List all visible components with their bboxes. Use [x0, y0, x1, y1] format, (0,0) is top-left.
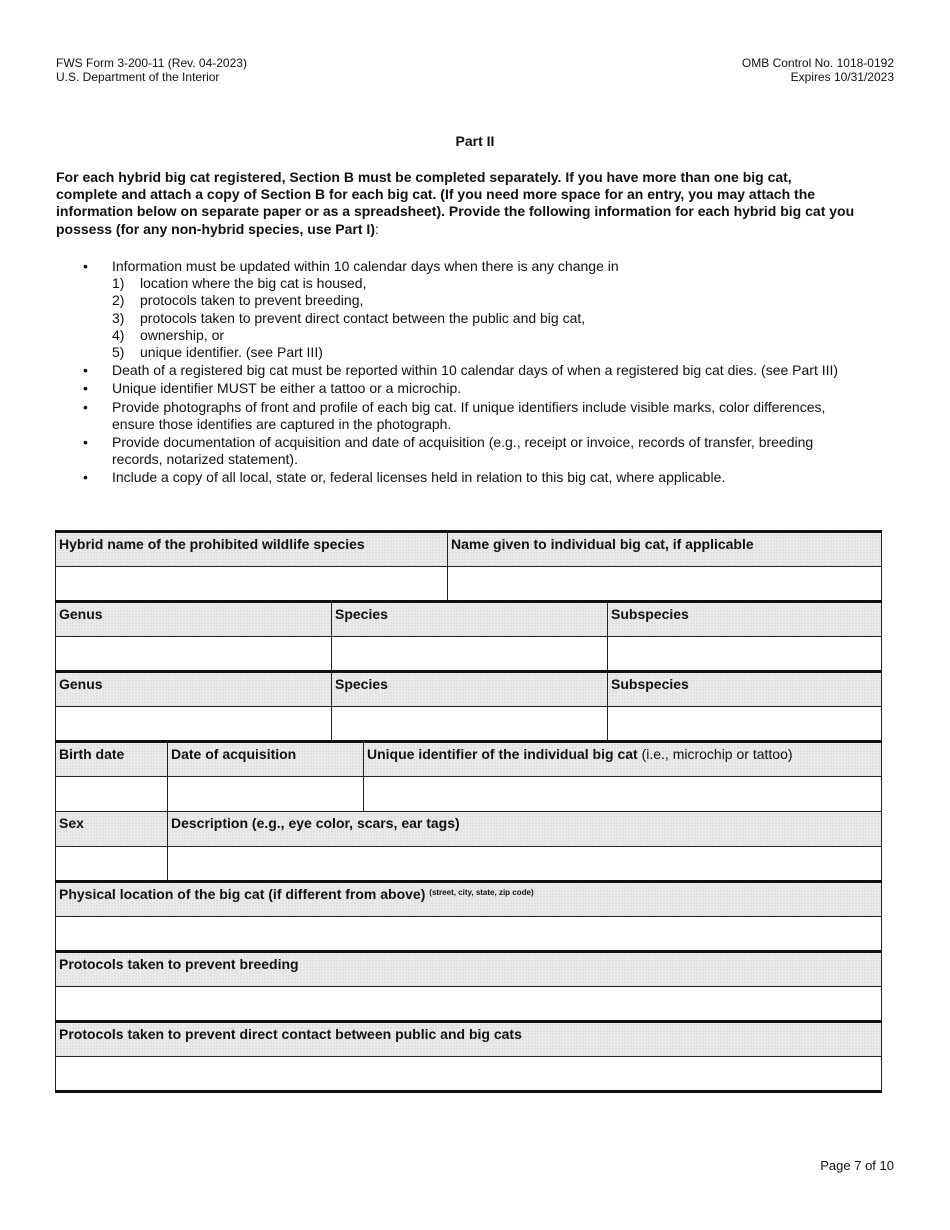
department-name: U.S. Department of the Interior [56, 70, 220, 84]
instruction-list [56, 258, 856, 488]
genus-field-1[interactable] [56, 637, 332, 672]
description-field[interactable] [168, 847, 882, 882]
subspecies-label-2: Subspecies [608, 672, 882, 707]
description-label: Description (e.g., eye color, scars, ear tags) [168, 812, 882, 847]
subspecies-field-1[interactable] [608, 637, 882, 672]
list-item: 5) unique identifier. (see Part III) [112, 344, 323, 361]
sex-field[interactable] [56, 847, 168, 882]
list-item: 1) location where the big cat is housed, [112, 275, 367, 292]
form-header-right [742, 56, 894, 84]
list-item: • Include a copy of all local, state or, federal licenses held in relation to this big cat, where applicable. [56, 469, 856, 486]
intro-paragraph [56, 169, 856, 238]
list-item [56, 258, 856, 361]
date-acquisition-label: Date of acquisition [168, 742, 364, 777]
genus-field-2[interactable] [56, 707, 332, 742]
species-label-2: Species [332, 672, 608, 707]
sex-label: Sex [56, 812, 168, 847]
list-item: 3) protocols taken to prevent direct contact between the public and big cat, [112, 309, 586, 326]
physical-location-field[interactable] [56, 917, 882, 952]
intro-text: For each hybrid big cat registered, Section B must be completed separately. If you have more than one big cat, complete and attach a copy of Section B for each big cat. (If you need more space for an entry, you may attach the information below on separate paper or as a spreadsheet). Provide the following information for each hybrid big cat you possess (for any non-hybrid species, use Part I) [56, 169, 855, 237]
list-item: • Unique identifier MUST be either a tattoo or a microchip. [56, 380, 856, 397]
list-item: • Provide photographs of front and profile of each big cat. If unique identifiers include visible marks, color differences, ensure those identifies are captured in the photograph. [56, 399, 856, 433]
omb-control-number: OMB Control No. 1018-0192 [741, 56, 894, 70]
breeding-protocols-label: Protocols taken to prevent breeding [56, 952, 882, 987]
genus-label-1: Genus [56, 602, 332, 637]
expiration-date: Expires 10/31/2023 [790, 70, 894, 84]
hybrid-name-label: Hybrid name of the prohibited wildlife species [56, 532, 448, 567]
list-item: 4) ownership, or [112, 326, 225, 343]
section-b-form [55, 530, 882, 1093]
date-acquisition-field[interactable] [168, 777, 364, 812]
contact-protocols-label: Protocols taken to prevent direct contact between public and big cats [56, 1022, 882, 1057]
birth-date-label: Birth date [56, 742, 168, 777]
physical-location-label: Physical location of the big cat (if different from above) $^{(street, city, state, zip code)}$ [56, 882, 882, 917]
list-item: • Provide documentation of acquisition and date of acquisition (e.g., receipt or invoice, records of transfer, breeding records, notarized statement). [56, 434, 856, 468]
species-label-1: Species [332, 602, 608, 637]
bullet-text: • Information must be updated within 10 calendar days when there is any change in [112, 258, 619, 274]
individual-name-label: Name given to individual big cat, if applicable [448, 532, 882, 567]
hybrid-name-field[interactable] [56, 567, 448, 602]
unique-identifier-label: Unique identifier of the individual big cat (i.e., microchip or tattoo) [364, 742, 882, 777]
subspecies-field-2[interactable] [608, 707, 882, 742]
species-field-1[interactable] [332, 637, 608, 672]
birth-date-field[interactable] [56, 777, 168, 812]
subspecies-label-1: Subspecies [608, 602, 882, 637]
page-number: Page 7 of 10 [820, 1158, 894, 1173]
form-number: FWS Form 3-200-11 (Rev. 04-2023) [56, 56, 247, 70]
breeding-protocols-field[interactable] [56, 987, 882, 1022]
list-item: • Death of a registered big cat must be reported within 10 calendar days of when a registered big cat dies. (see Part III) [56, 362, 856, 379]
change-list [112, 275, 856, 361]
individual-name-field[interactable] [448, 567, 882, 602]
species-field-2[interactable] [332, 707, 608, 742]
intro-end: : [374, 220, 379, 237]
contact-protocols-field[interactable] [56, 1057, 882, 1092]
page-title: Part II [455, 133, 495, 149]
form-header-left [56, 56, 247, 84]
genus-label-2: Genus [56, 672, 332, 707]
list-item: 2) protocols taken to prevent breeding, [112, 292, 364, 309]
unique-identifier-field[interactable] [364, 777, 882, 812]
